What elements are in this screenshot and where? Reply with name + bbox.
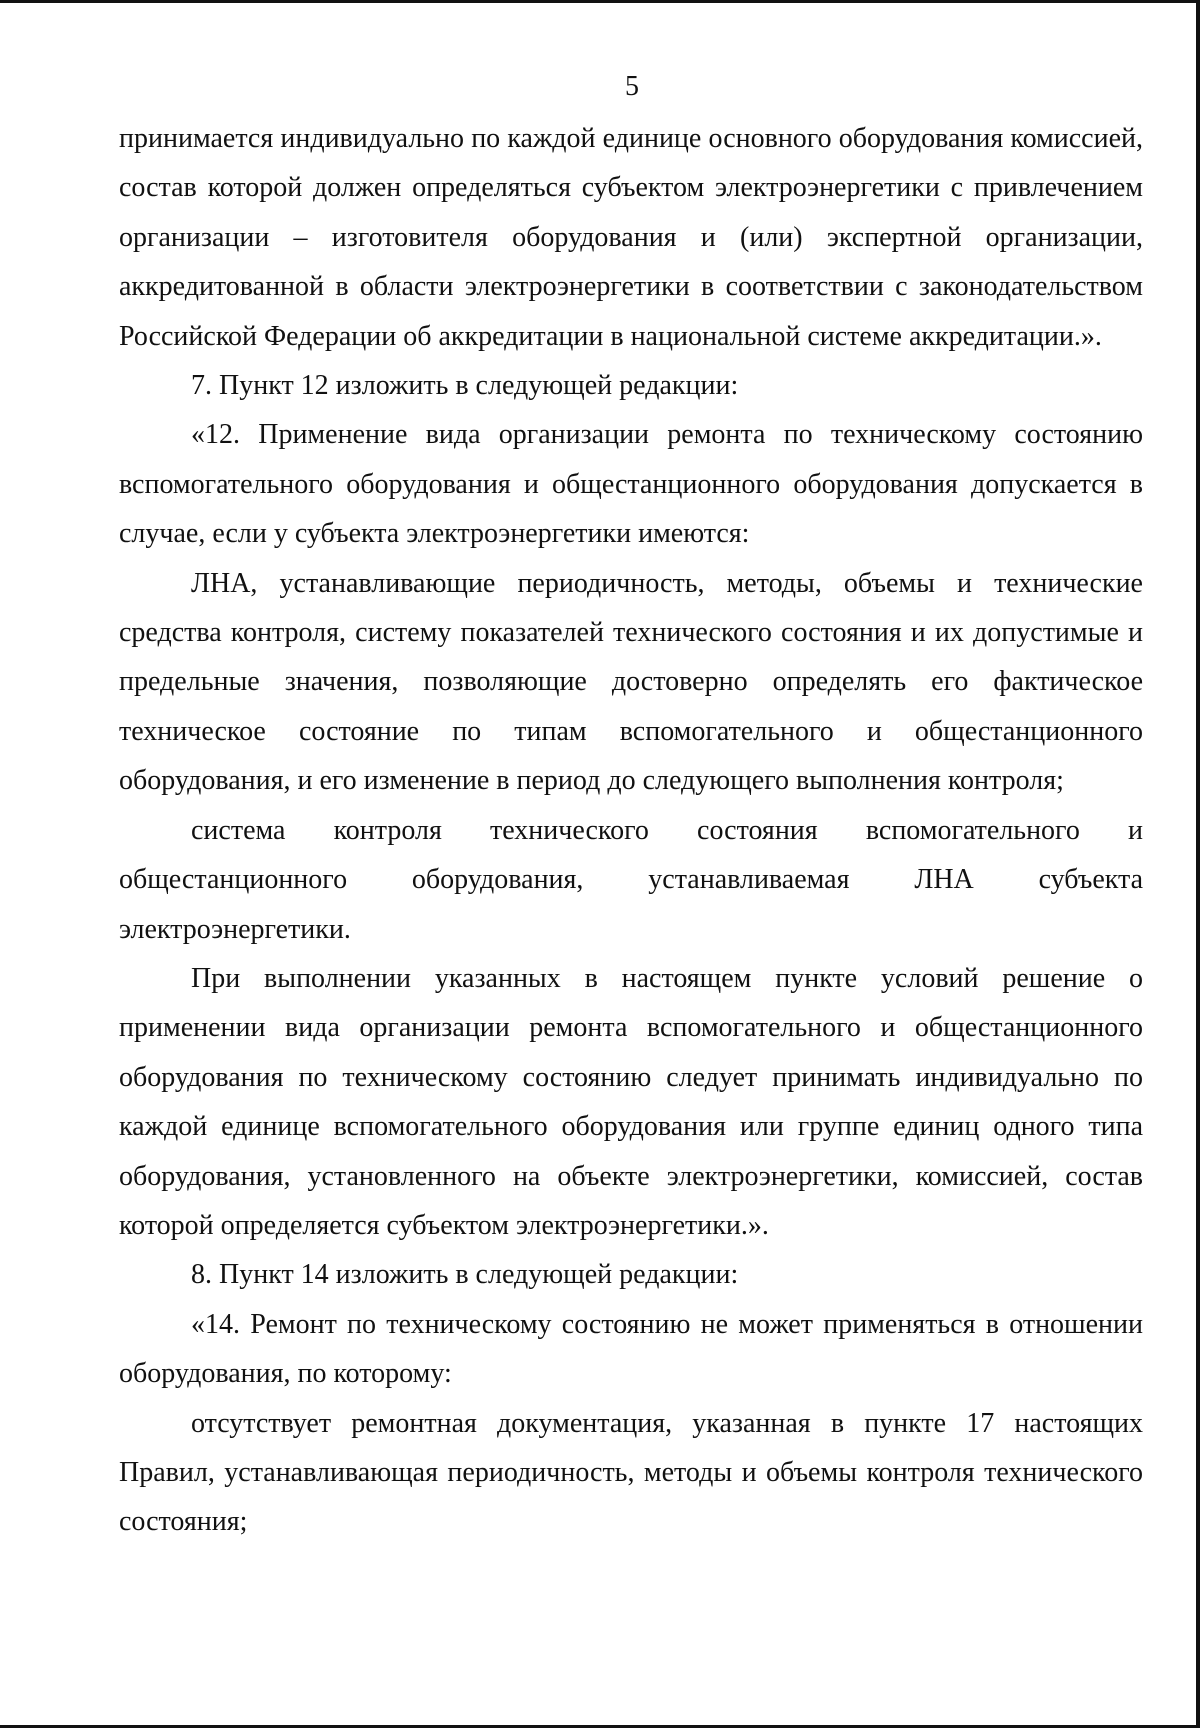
paragraph-clause-12: «12. Применение вида организации ремонта по техническому состоянию вспомогательного оборудования и общестанционного оборудования допускается в случае, если у субъекта электроэнергетики имеются: xyxy=(119,419,1143,550)
paragraph-clause-14: «14. Ремонт по техническому состоянию не может применяться в отношении оборудования, по которому: xyxy=(119,1308,1143,1390)
paragraph-decision: При выполнении указанных в настоящем пункте условий решение о применении вида организации ремонта вспомогательного и общестанционного оборудования по техническому состоянию следует принимать индивидуально по каждой единице вспомогательного оборудования или группе единиц одного типа оборудования, установленного на объекте электроэнергетики, комиссией, состав которой определяется субъектом электроэнергетики.». xyxy=(119,962,1143,1241)
paragraph-missing-docs: отсутствует ремонтная документация, указанная в пункте 17 настоящих Правил, устанавливающая периодичность, методы и объемы контроля технического состояния; xyxy=(119,1407,1143,1538)
paragraph-item-8: 8. Пункт 14 изложить в следующей редакции: xyxy=(191,1259,739,1291)
paragraph-continuation: принимается индивидуально по каждой единице основного оборудования комиссией, состав которой должен определяться субъектом электроэнергетики с привлечением организации – изготовителя оборудования и (или) экспертной организации, аккредитованной в области электроэнергетики в соответствии с законодательством Российской Федерации об аккредитации в национальной системе аккредитации.». xyxy=(119,123,1143,352)
paragraph-item-7: 7. Пункт 12 изложить в следующей редакции: xyxy=(191,370,739,402)
paragraph-control-system: система контроля технического состояния вспомогательного и общестанционного оборудования, устанавливаемая ЛНА субъекта электроэнергетики. xyxy=(119,814,1143,945)
page-number: 5 xyxy=(625,71,639,102)
paragraph-lna: ЛНА, устанавливающие периодичность, методы, объемы и технические средства контроля, систему показателей технического состояния и их допустимые и предельные значения, позволяющие достоверно определять его фактическое техническое состояние по типам вспомогательного и общестанционного оборудования, и его изменение в период до следующего выполнения контроля; xyxy=(119,567,1143,797)
document-body xyxy=(119,114,1143,1547)
